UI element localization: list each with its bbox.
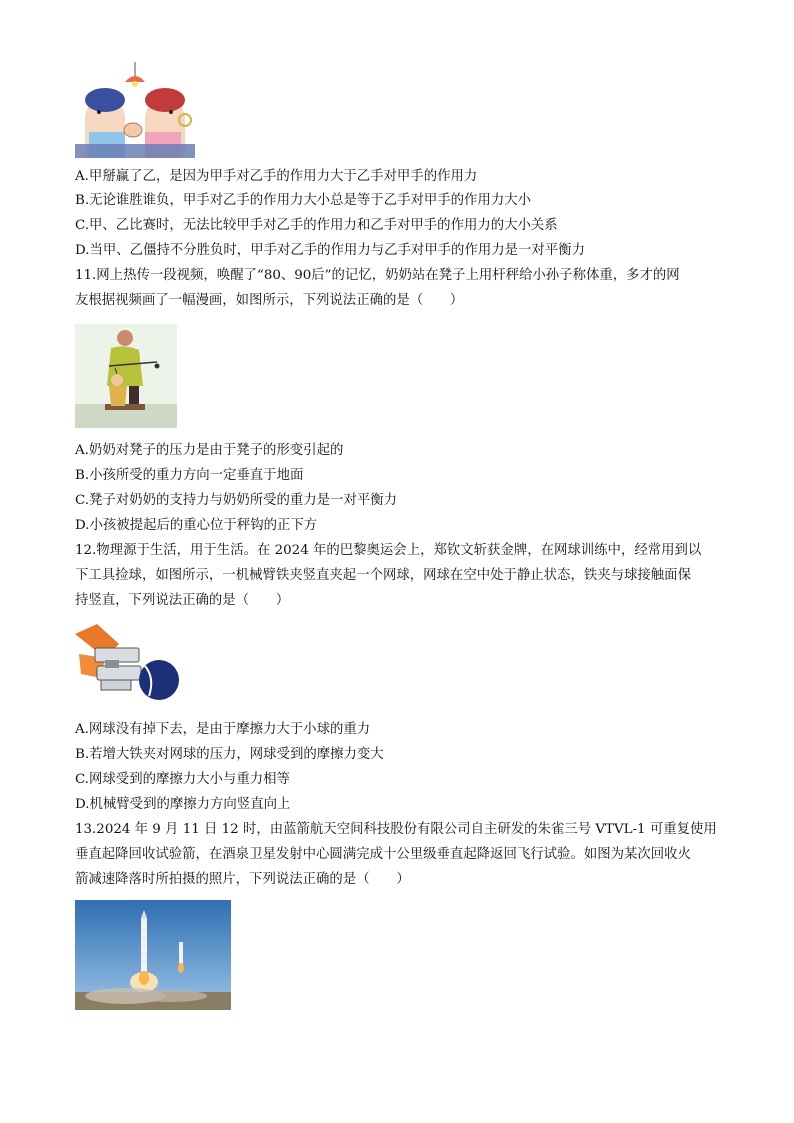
q13-stem-line-2: 垂直起降回收试验箭，在酒泉卫星发射中心圆满完成十公里级垂直起降返回飞行试验。如图为某次回收火 (75, 847, 691, 862)
q11-stem-line-1: 11.网上热传一段视频，唤醒了“80、90后”的记忆，奶奶站在凳子上用杆秤给小孙子称体重，多才的网 (75, 268, 680, 283)
q12-option-b: B.若增大铁夹对网球的压力，网球受到的摩擦力变大 (75, 747, 384, 762)
q12-stem-line-2: 下工具捡球，如图所示，一机械臂铁夹竖直夹起一个网球，网球在空中处于静止状态，铁夹与球接触面保 (75, 568, 691, 583)
q11-option-d: D.小孩被提起后的重心位于秤钩的正下方 (75, 518, 318, 533)
arm-wrestling-illustration (75, 62, 195, 158)
q11-option-a: A.奶奶对凳子的压力是由于凳子的形变引起的 (75, 443, 344, 458)
q12-stem-line-3: 持竖直，下列说法正确的是（ ） (75, 593, 290, 608)
robotic-gripper-illustration (75, 624, 183, 704)
q10-option-d: D.当甲、乙僵持不分胜负时，甲手对乙手的作用力与乙手对甲手的作用力是一对平衡力 (75, 243, 585, 258)
grandmother-steelyard-illustration (75, 324, 177, 428)
q12-option-c: C.网球受到的摩擦力大小与重力相等 (75, 772, 290, 787)
q12-option-a: A.网球没有掉下去，是由于摩擦力大于小球的重力 (75, 722, 371, 737)
q11-stem-line-2: 友根据视频画了一幅漫画，如图所示，下列说法正确的是（ ） (75, 293, 464, 308)
q12-stem-line-1: 12.物理源于生活，用于生活。在 2024 年的巴黎奥运会上，郑钦文斩获金牌，在网球训练中，经常用到以 (75, 543, 702, 558)
q10-option-b: B.无论谁胜谁负，甲手对乙手的作用力大小总是等于乙手对甲手的作用力大小 (75, 193, 531, 208)
q11-option-b: B.小孩所受的重力方向一定垂直于地面 (75, 468, 304, 483)
q13-stem-line-1: 13.2024 年 9 月 11 日 12 时，由蓝箭航天空间科技股份有限公司自主研发的朱雀三号 VTVL-1 可重复使用 (75, 822, 717, 837)
q11-option-c: C.凳子对奶奶的支持力与奶奶所受的重力是一对平衡力 (75, 493, 398, 508)
rocket-landing-photo (75, 900, 231, 1010)
q10-option-a: A.甲掰赢了乙，是因为甲手对乙手的作用力大于乙手对甲手的作用力 (75, 169, 478, 184)
q10-option-c: C.甲、乙比赛时，无法比较甲手对乙手的作用力和乙手对甲手的作用力的大小关系 (75, 218, 558, 233)
q12-option-d: D.机械臂受到的摩擦力方向竖直向上 (75, 797, 291, 812)
q13-stem-line-3: 箭减速降落时所拍摄的照片，下列说法正确的是（ ） (75, 872, 410, 887)
